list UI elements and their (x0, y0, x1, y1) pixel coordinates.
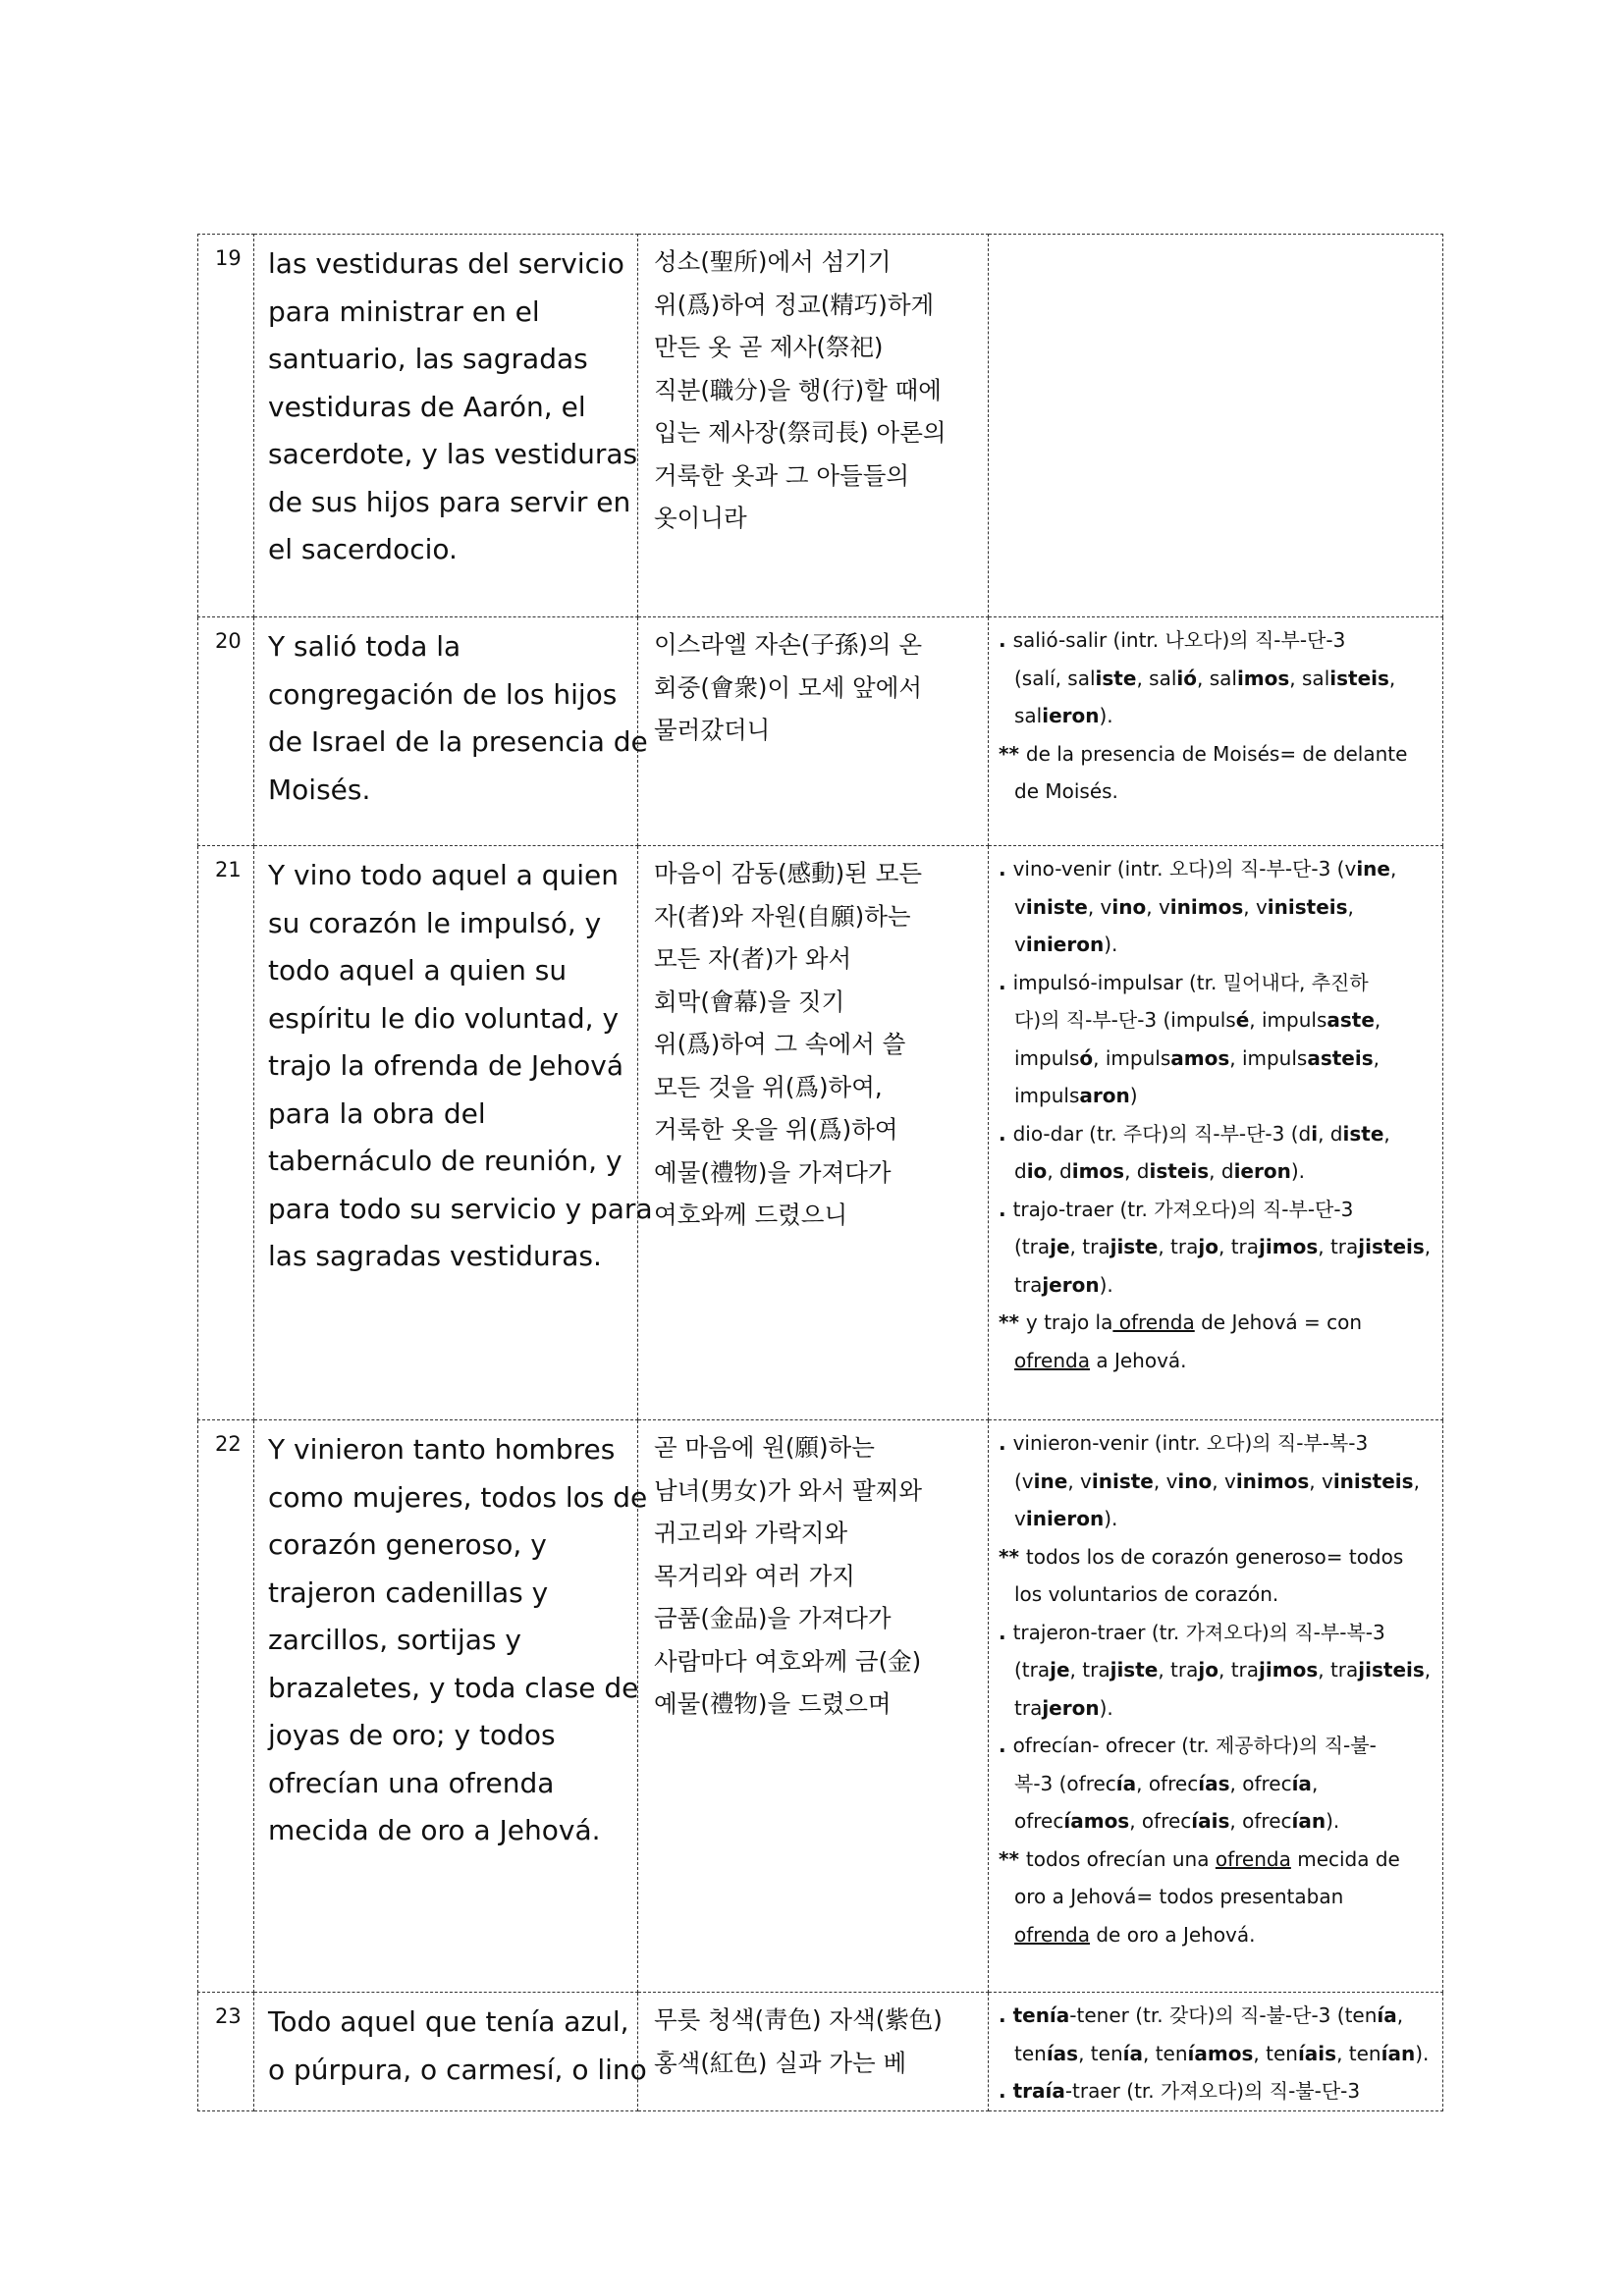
spanish-text-cell (254, 1420, 648, 1993)
note-bullet: . (999, 2003, 1013, 2027)
korean-line: 사람마다 여호와께 금(金) (654, 1646, 922, 1676)
korean-line: 이스라엘 자손(子孫)의 온 (654, 630, 923, 659)
korean-line: 자(者)와 자원(自願)하는 (654, 901, 911, 931)
note-line: ofrenda de oro a Jehová. (1014, 1922, 1256, 1947)
spanish-line: o púrpura, o carmesí, o lino (268, 2053, 647, 2086)
table-row (198, 846, 1443, 1420)
korean-line: 입는 제사장(祭司長) 아론의 (654, 418, 947, 447)
note-line: de Moisés. (1014, 779, 1118, 803)
note-bullet: ** (999, 1310, 1026, 1334)
spanish-text-cell (254, 1993, 647, 2111)
note-line: los voluntarios de corazón. (1014, 1582, 1279, 1606)
korean-line: 남녀(男女)가 와서 팔찌와 (654, 1475, 923, 1505)
grammar-note (999, 1614, 1436, 1728)
table-row (198, 235, 1443, 617)
spanish-line: corazón generoso, y (268, 1528, 547, 1561)
spanish-line: vestiduras de Aarón, el (268, 390, 586, 423)
note-bullet: . (999, 2079, 1013, 2103)
verse-number: 21 (198, 846, 254, 1420)
note-line: vinieron). (1014, 1507, 1118, 1530)
korean-line: 옷이니라 (654, 504, 747, 532)
korean-line: 귀고리와 가락지와 (654, 1519, 848, 1547)
note-line: ofrenda a Jehová. (1014, 1348, 1187, 1372)
note-line: trajeron). (1014, 1272, 1113, 1297)
spanish-text-cell (254, 235, 638, 617)
spanish-line: trajeron cadenillas y (268, 1575, 549, 1609)
korean-line: 만든 옷 곧 제사(祭祀) (654, 333, 884, 361)
korean-text-cell (638, 1993, 989, 2111)
grammar-note (999, 735, 1436, 811)
note-bullet: ** (999, 1544, 1026, 1569)
spanish-line: Todo aquel que tenía azul, (268, 2005, 629, 2038)
note-bullet: . (999, 1121, 1013, 1146)
note-bullet: ** (999, 1846, 1026, 1871)
spanish-line: su corazón le impulsó, y (268, 906, 602, 939)
spanish-line: Moisés. (268, 773, 371, 806)
korean-text-cell (638, 846, 989, 1420)
note-line: 다)의 직-부-단-3 (impulsé, impulsaste, (1014, 1008, 1381, 1032)
note-line: . tenía-tener (tr. 갖다)의 직-불-단-3 (tenía, (999, 2003, 1404, 2027)
korean-line: 거룩한 옷을 위(爲)하여 (654, 1115, 898, 1144)
korean-line: 거룩한 옷과 그 아들들의 (654, 460, 910, 490)
note-line: . vino-venir (intr. 오다)의 직-부-단-3 (vine, (999, 857, 1397, 881)
grammar-note (999, 1997, 1436, 2072)
grammar-note (999, 2072, 1436, 2110)
verse-number: 19 (198, 235, 254, 617)
korean-line: 예물(禮物)을 드렸으며 (654, 1689, 892, 1718)
note-line: . salió-salir (intr. 나오다)의 직-부-단-3 (999, 628, 1346, 652)
grammar-notes-cell (989, 846, 1443, 1420)
note-line: ofrecíamos, ofrecíais, ofrecían). (1014, 1809, 1340, 1833)
spanish-line: el sacerdocio. (268, 533, 458, 565)
spanish-text-cell (254, 617, 648, 846)
note-line: (vine, viniste, vino, vinimos, vinisteis, (1014, 1468, 1420, 1493)
note-line: . trajeron-traer (tr. 가져오다)의 직-부-복-3 (999, 1620, 1385, 1644)
note-line: dio, dimos, disteis, dieron). (1014, 1159, 1306, 1183)
korean-line: 곧 마음에 원(願)하는 (654, 1433, 875, 1462)
spanish-line: espíritu le dio voluntad, y (268, 1001, 620, 1035)
spanish-line: las sagradas vestiduras. (268, 1240, 602, 1272)
spanish-line: para ministrar en el (268, 294, 540, 328)
spanish-line: santuario, las sagradas (268, 343, 588, 375)
korean-line: 모든 것을 위(爲)하여, (654, 1072, 883, 1101)
note-line: ** todos ofrecían una ofrenda mecida de (999, 1846, 1400, 1871)
verse-number: 22 (198, 1420, 254, 1993)
spanish-line: para todo su servicio y para (268, 1192, 653, 1225)
table-body (198, 235, 1443, 2111)
note-line: . impulsó-impulsar (tr. 밀어내다, 추진하 (999, 970, 1369, 994)
note-bullet: . (999, 857, 1013, 881)
spanish-line: todo aquel a quien su (268, 954, 568, 987)
spanish-line: Y salió toda la (268, 630, 461, 663)
spanish-line: congregación de los hijos (268, 677, 618, 711)
note-line: . ofrecían- ofrecer (tr. 제공하다)의 직-불- (999, 1734, 1377, 1757)
note-line: ** todos los de corazón generoso= todos (999, 1544, 1404, 1569)
grammar-notes-cell (989, 235, 1443, 617)
verse-number: 23 (198, 1993, 254, 2111)
table-row (198, 1993, 1443, 2111)
verse-table (197, 234, 1443, 2111)
note-line: ** de la presencia de Moisés= de delante (999, 741, 1408, 766)
grammar-note (999, 1841, 1436, 1954)
korean-line: 회중(會衆)이 모세 앞에서 (654, 672, 923, 702)
korean-line: 홍색(紅色) 실과 가는 베 (654, 2048, 907, 2077)
korean-line: 무릇 청색(靑色) 자색(紫色) (654, 2005, 943, 2034)
grammar-notes-cell (989, 1420, 1443, 1993)
note-line: impulsó, impulsamos, impulsasteis, (1014, 1045, 1380, 1070)
table-row (198, 1420, 1443, 1993)
spanish-line: tabernáculo de reunión, y (268, 1145, 623, 1177)
korean-line: 예물(禮物)을 가져다가 (654, 1157, 892, 1187)
spanish-line: Y vinieron tanto hombres (268, 1433, 616, 1466)
table-row (198, 617, 1443, 846)
note-bullet: . (999, 1197, 1013, 1221)
spanish-line: para la obra del (268, 1096, 486, 1130)
note-line: 복-3 (ofrecía, ofrecías, ofrecía, (1014, 1771, 1319, 1795)
note-line: (salí, saliste, salió, salimos, salisteis, (1014, 666, 1396, 690)
grammar-note (999, 1304, 1436, 1379)
spanish-line: mecida de oro a Jehová. (268, 1814, 601, 1846)
note-line: ** y trajo la ofrenda de Jehová = con (999, 1310, 1363, 1334)
korean-line: 회막(會幕)을 짓기 (654, 987, 845, 1016)
korean-line: 직분(職分)을 행(行)할 때에 (654, 375, 942, 404)
korean-line: 목거리와 여러 가지 (654, 1561, 855, 1590)
grammar-note (999, 1727, 1436, 1841)
note-line: oro a Jehová= todos presentaban (1014, 1885, 1344, 1908)
grammar-note (999, 1424, 1436, 1538)
note-bullet: . (999, 1734, 1013, 1757)
note-line: (traje, trajiste, trajo, trajimos, trajisteis, (1014, 1235, 1432, 1258)
korean-line: 금품(金品)을 가져다가 (654, 1604, 892, 1632)
note-line: salieron). (1014, 704, 1113, 727)
spanish-line: de Israel de la presencia de (268, 725, 648, 758)
spanish-line: zarcillos, sortijas y (268, 1624, 521, 1656)
grammar-notes-cell (989, 1993, 1443, 2111)
spanish-line: las vestiduras del servicio (268, 247, 624, 280)
note-line: . dio-dar (tr. 주다)의 직-부-단-3 (di, diste, (999, 1121, 1390, 1146)
grammar-note (999, 964, 1436, 1115)
korean-line: 위(爲)하여 그 속에서 쓸 (654, 1030, 906, 1058)
korean-text-cell (638, 617, 989, 846)
grammar-note (999, 621, 1436, 735)
note-line: . traía-traer (tr. 가져오다)의 직-불-단-3 (999, 2079, 1361, 2103)
spanish-line: Y vino todo aquel a quien (268, 859, 619, 891)
korean-text-cell (638, 1420, 989, 1993)
korean-line: 성소(聖所)에서 섬기기 (654, 247, 892, 276)
note-bullet: ** (999, 741, 1026, 766)
korean-line: 모든 자(者)가 와서 (654, 944, 852, 973)
spanish-text-cell (254, 846, 653, 1420)
note-line: vinieron). (1014, 933, 1118, 956)
note-line: trajeron). (1014, 1695, 1113, 1720)
note-line: viniste, vino, vinimos, vinisteis, (1014, 894, 1354, 919)
spanish-line: trajo la ofrenda de Jehová (268, 1049, 623, 1082)
grammar-notes-cell (989, 617, 1443, 846)
korean-line: 여호와께 드렸으니 (654, 1201, 848, 1229)
note-bullet: . (999, 1431, 1013, 1455)
grammar-note (999, 1538, 1436, 1614)
note-line: impulsaron) (1014, 1084, 1138, 1107)
korean-line: 마음이 감동(感動)된 모든 (654, 859, 923, 887)
verse-number: 20 (198, 617, 254, 846)
spanish-line: joyas de oro; y todos (268, 1719, 556, 1751)
note-line: . trajo-traer (tr. 가져오다)의 직-부-단-3 (999, 1197, 1354, 1221)
note-bullet: . (999, 970, 1013, 994)
spanish-line: brazaletes, y toda clase de (268, 1671, 639, 1704)
korean-line: 위(爲)하여 정교(精巧)하게 (654, 290, 935, 319)
note-line: (traje, trajiste, trajo, trajimos, trajisteis, (1014, 1658, 1432, 1682)
korean-text-cell (638, 235, 989, 617)
grammar-note (999, 1115, 1436, 1191)
note-bullet: . (999, 628, 1013, 652)
note-line: . vinieron-venir (intr. 오다)의 직-부-복-3 (999, 1431, 1369, 1455)
korean-line: 물러갔더니 (654, 716, 771, 744)
spanish-line: de sus hijos para servir en (268, 485, 631, 518)
spanish-line: sacerdote, y las vestiduras (268, 438, 638, 470)
spanish-line: como mujeres, todos los de (268, 1480, 648, 1514)
note-line: tenías, tenía, teníamos, teníais, tenían). (1014, 2041, 1430, 2065)
note-bullet: . (999, 1620, 1013, 1644)
grammar-note (999, 850, 1436, 964)
spanish-line: ofrecían una ofrenda (268, 1766, 555, 1799)
grammar-note (999, 1191, 1436, 1305)
